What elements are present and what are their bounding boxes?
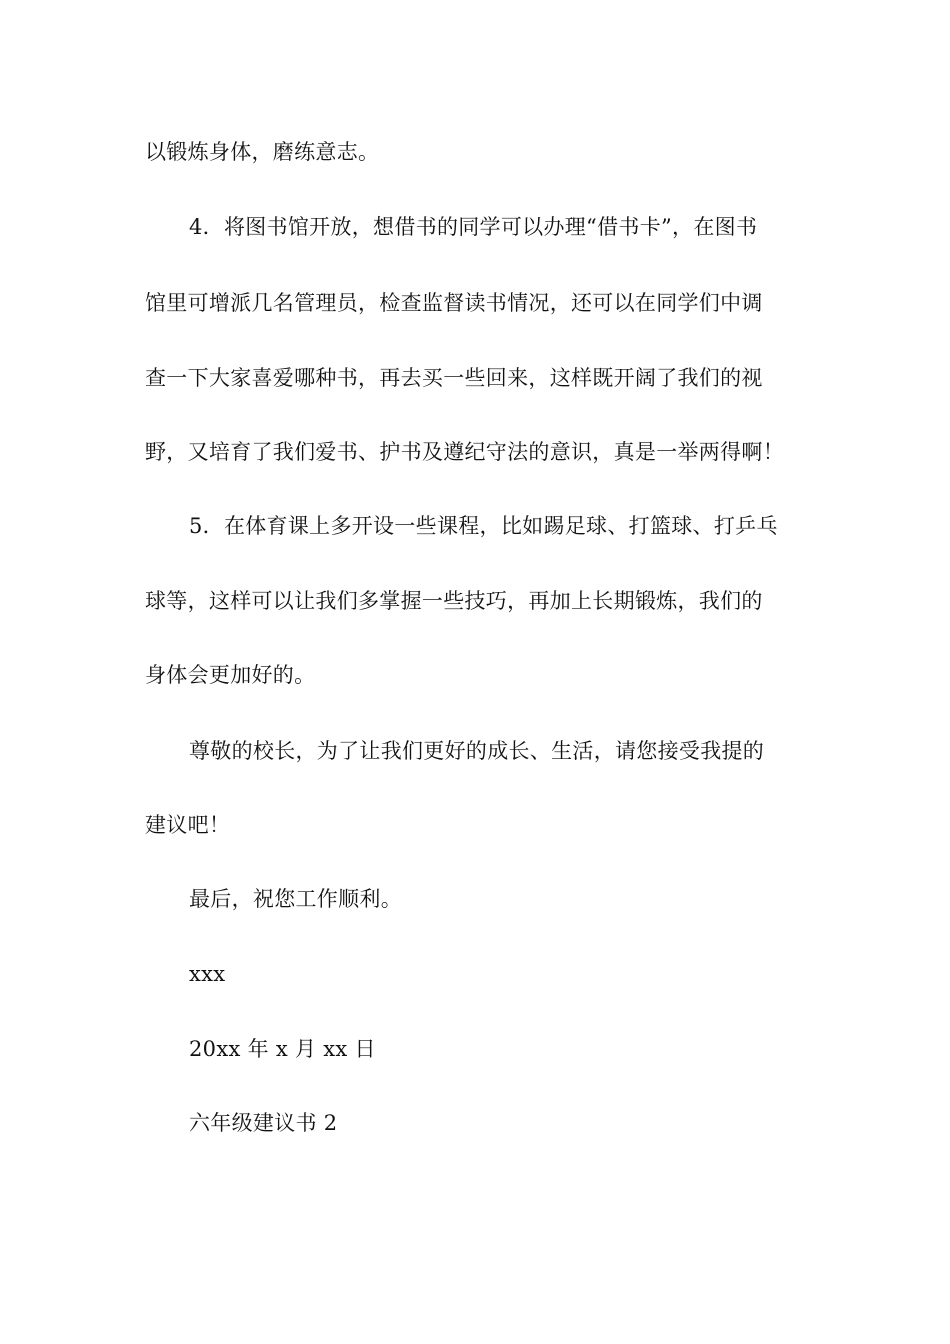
- section-title: 六年级建议书 2: [189, 1111, 338, 1135]
- closing-line: 最后，祝您工作顺利。: [189, 887, 402, 911]
- paragraph-line: 建议吧！: [145, 813, 231, 837]
- paragraph-line: 以锻炼身体，磨练意志。: [145, 140, 380, 164]
- paragraph-line: 身体会更加好的。: [145, 663, 316, 687]
- date-line: 20xx 年 x 月 xx 日: [189, 1037, 376, 1061]
- paragraph-line: 球等，这样可以让我们多掌握一些技巧，再加上长期锻炼，我们的: [145, 589, 763, 613]
- paragraph-line: 馆里可增派几名管理员，检查监督读书情况，还可以在同学们中调: [145, 291, 763, 315]
- paragraph-line: 5．在体育课上多开设一些课程，比如踢足球、打篮球、打乒乓: [189, 514, 778, 538]
- paragraph-line: 野，又培育了我们爱书、护书及遵纪守法的意识，真是一举两得啊！: [145, 440, 784, 464]
- paragraph-line: 尊敬的校长，为了让我们更好的成长、生活，请您接受我提的: [189, 739, 765, 763]
- paragraph-line: 4．将图书馆开放，想借书的同学可以办理“借书卡”，在图书: [189, 215, 758, 239]
- paragraph-line: 查一下大家喜爱哪种书，再去买一些回来，这样既开阔了我们的视: [145, 366, 763, 390]
- signature: xxx: [189, 962, 226, 986]
